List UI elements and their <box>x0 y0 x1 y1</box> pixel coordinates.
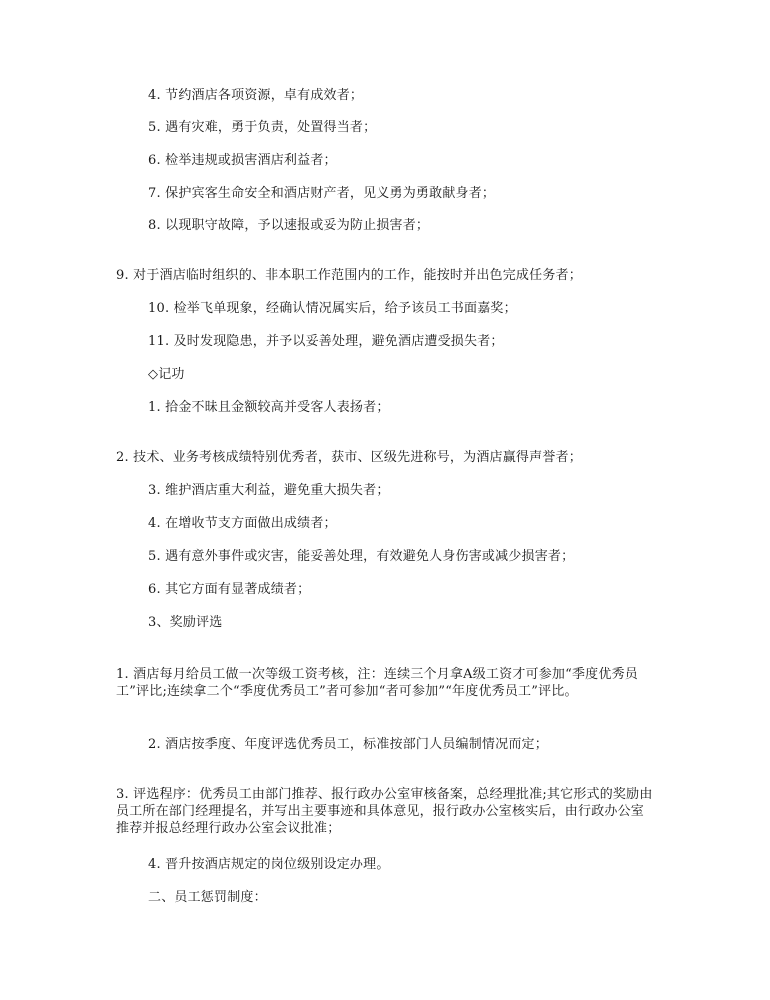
section-heading: 3、奖励评选 <box>148 615 223 630</box>
list-item: 3. 维护酒店重大利益，避免重大损失者； <box>148 483 390 498</box>
list-item: 1. 拾金不昧且金额较高并受客人表扬者； <box>148 400 390 415</box>
list-item: 2. 酒店按季度、年度评选优秀员工，标准按部门人员编制情况而定； <box>148 737 548 752</box>
list-item: 6. 其它方面有显著成绩者； <box>148 582 311 597</box>
list-item: 8. 以现职守故障，予以速报或妥为防止损害者； <box>148 218 430 233</box>
list-item: 5. 遇有意外事件或灾害，能妥善处理，有效避免人身伤害或减少损害者； <box>148 549 575 564</box>
list-item: 10. 检举飞单现象，经确认情况属实后，给予该员工书面嘉奖； <box>148 301 517 316</box>
list-item: 5. 遇有灾难，勇于负责，处置得当者； <box>148 120 377 135</box>
section-heading: 二、员工惩罚制度： <box>148 890 267 905</box>
paragraph: 3. 评选程序：优秀员工由部门推荐、报行政办公室审核备案，总经理批准;其它形式的奖励由员工所在部门经理提名，并写出主要事迹和具体意见，报行政办公室核实后，由行政办公室推荐并报总经理行政办公室会议批准； <box>116 787 653 836</box>
list-item: 4. 在增收节支方面做出成绩者； <box>148 516 337 531</box>
list-item: 2. 技术、业务考核成绩特别优秀者，获市、区级先进称号，为酒店赢得声誉者； <box>116 450 582 465</box>
paragraph: 1. 酒店每月给员工做一次等级工资考核，注：连续三个月拿A级工资才可参加“季度优秀员工”评比;连续拿二个“季度优秀员工”者可参加“者可参加”“年度优秀员工”评比。 <box>116 667 638 699</box>
list-item: 11. 及时发现隐患，并予以妥善处理，避免酒店遭受损失者； <box>148 334 504 349</box>
list-item: 6. 检举违规或损害酒店利益者； <box>148 153 337 168</box>
list-item: 7. 保护宾客生命安全和酒店财产者，见义勇为勇敢献身者； <box>148 186 496 201</box>
list-item: 4. 晋升按酒店规定的岗位级别设定办理。 <box>148 857 390 872</box>
list-item: 4. 节约酒店各项资源，卓有成效者； <box>148 88 364 103</box>
section-heading: ◇记功 <box>148 367 185 382</box>
list-item: 9. 对于酒店临时组织的、非本职工作范围内的工作，能按时并出色完成任务者； <box>116 268 582 283</box>
